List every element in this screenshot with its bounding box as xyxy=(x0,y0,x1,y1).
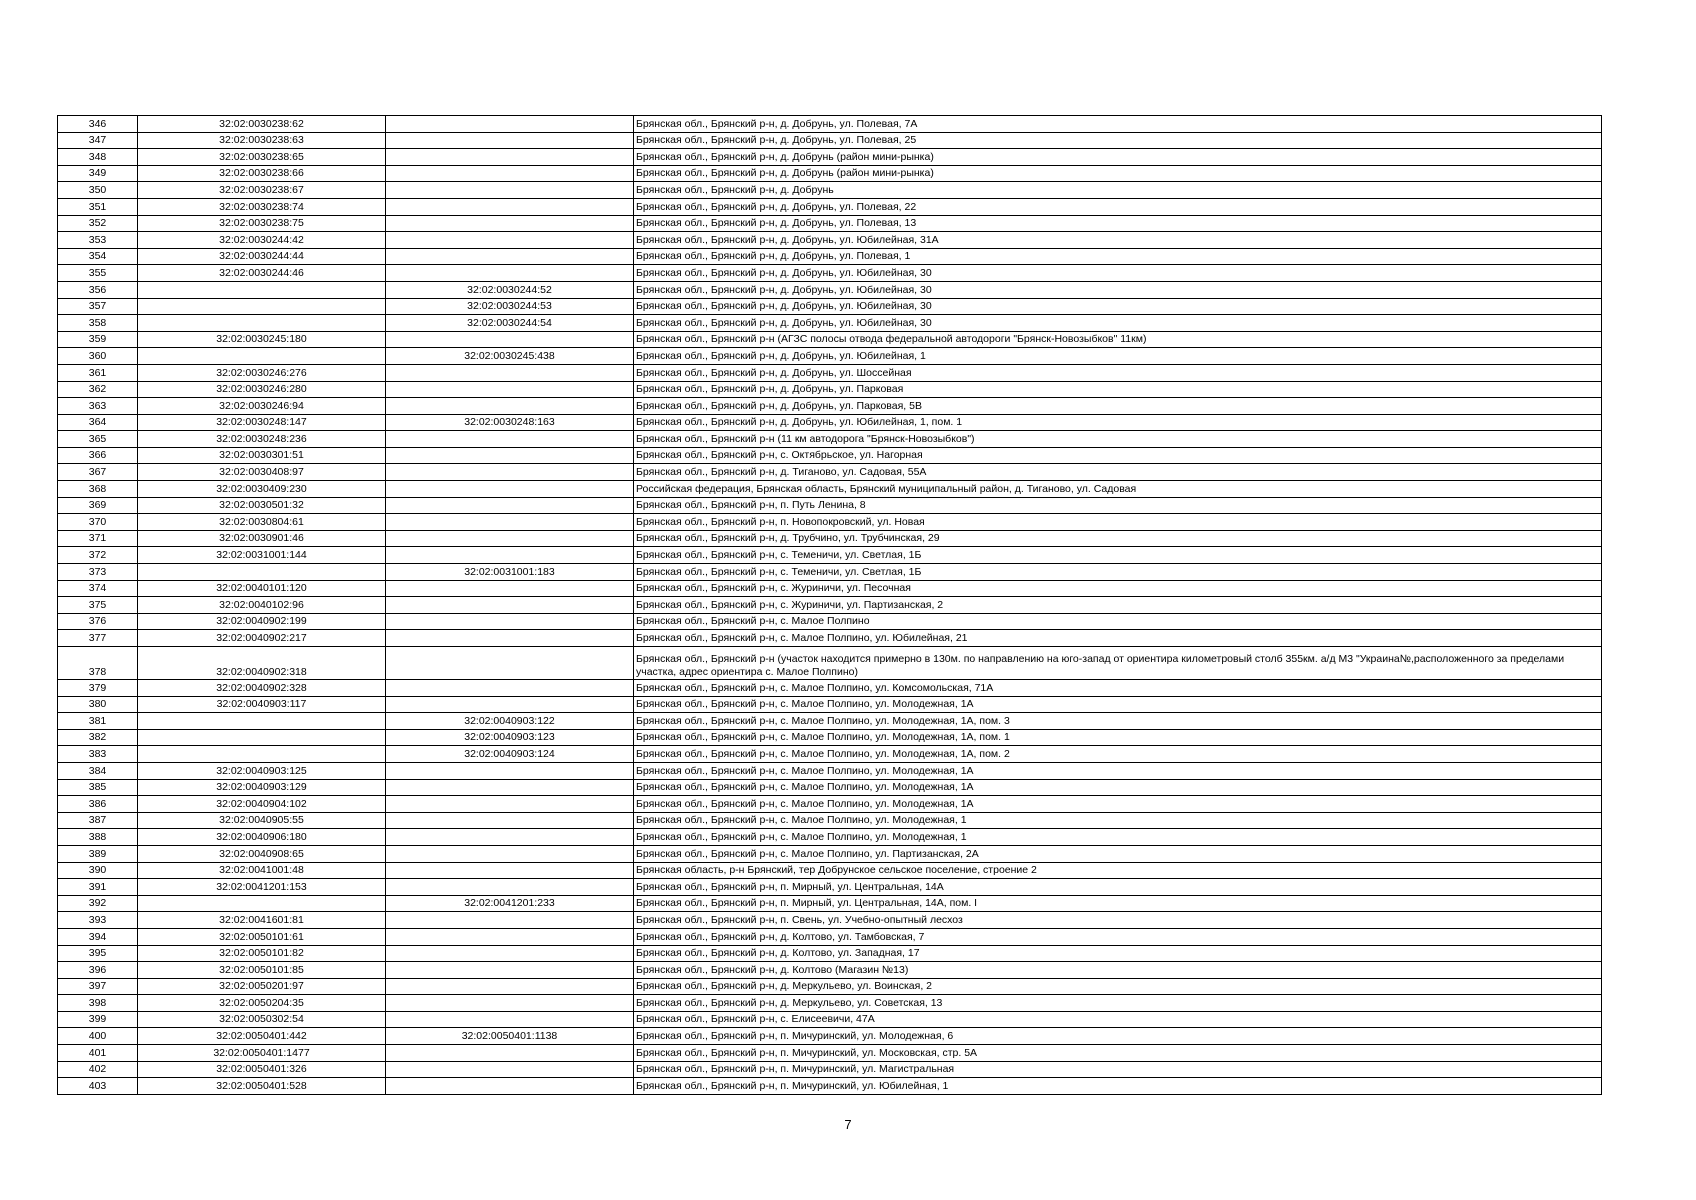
building-cadastral-number-cell xyxy=(386,1011,634,1028)
address-cell: Брянская обл., Брянский р-н, д. Добрунь, ул. Полевая, 25 xyxy=(634,132,1602,149)
building-cadastral-number-cell xyxy=(386,912,634,929)
land-cadastral-number-cell xyxy=(138,298,386,315)
building-cadastral-number-cell xyxy=(386,1045,634,1062)
land-cadastral-number-cell: 32:02:0040101:120 xyxy=(138,580,386,597)
land-cadastral-number-cell: 32:02:0050204:35 xyxy=(138,995,386,1012)
land-cadastral-number-cell: 32:02:0030245:180 xyxy=(138,331,386,348)
row-number-cell: 347 xyxy=(58,132,138,149)
land-cadastral-number-cell: 32:02:0050401:528 xyxy=(138,1078,386,1095)
building-cadastral-number-cell: 32:02:0040903:122 xyxy=(386,713,634,730)
table-row xyxy=(58,398,1602,415)
table-row xyxy=(58,613,1602,630)
land-cadastral-number-cell: 32:02:0050401:442 xyxy=(138,1028,386,1045)
table-row xyxy=(58,713,1602,730)
building-cadastral-number-cell xyxy=(386,530,634,547)
land-cadastral-number-cell: 32:02:0040908:65 xyxy=(138,845,386,862)
table-row xyxy=(58,1028,1602,1045)
row-number-cell: 370 xyxy=(58,514,138,531)
building-cadastral-number-cell xyxy=(386,464,634,481)
building-cadastral-number-cell xyxy=(386,182,634,199)
building-cadastral-number-cell xyxy=(386,680,634,697)
row-number-cell: 385 xyxy=(58,779,138,796)
land-cadastral-number-cell: 32:02:0030238:66 xyxy=(138,165,386,182)
row-number-cell: 395 xyxy=(58,945,138,962)
land-cadastral-number-cell xyxy=(138,281,386,298)
land-cadastral-number-cell: 32:02:0030901:46 xyxy=(138,530,386,547)
row-number-cell: 396 xyxy=(58,962,138,979)
land-cadastral-number-cell: 32:02:0041201:153 xyxy=(138,879,386,896)
table-row xyxy=(58,165,1602,182)
land-cadastral-number-cell: 32:02:0030244:42 xyxy=(138,232,386,249)
land-cadastral-number-cell xyxy=(138,746,386,763)
row-number-cell: 350 xyxy=(58,182,138,199)
land-cadastral-number-cell: 32:02:0050401:1477 xyxy=(138,1045,386,1062)
land-cadastral-number-cell xyxy=(138,713,386,730)
table-row xyxy=(58,746,1602,763)
table-row xyxy=(58,647,1602,680)
building-cadastral-number-cell xyxy=(386,149,634,166)
address-cell: Российская федерация, Брянская область, Брянский муниципальный район, д. Тиганово, ул. Садовая xyxy=(634,481,1602,498)
table-row xyxy=(58,464,1602,481)
building-cadastral-number-cell xyxy=(386,812,634,829)
row-number-cell: 389 xyxy=(58,845,138,862)
row-number-cell: 379 xyxy=(58,680,138,697)
row-number-cell: 381 xyxy=(58,713,138,730)
table-row xyxy=(58,298,1602,315)
land-cadastral-number-cell: 32:02:0030238:62 xyxy=(138,116,386,133)
row-number-cell: 377 xyxy=(58,630,138,647)
building-cadastral-number-cell: 32:02:0040903:123 xyxy=(386,729,634,746)
building-cadastral-number-cell: 32:02:0040903:124 xyxy=(386,746,634,763)
row-number-cell: 363 xyxy=(58,398,138,415)
row-number-cell: 386 xyxy=(58,796,138,813)
table-row xyxy=(58,116,1602,133)
land-cadastral-number-cell: 32:02:0030238:65 xyxy=(138,149,386,166)
address-cell: Брянская обл., Брянский р-н, д. Меркульево, ул. Воинская, 2 xyxy=(634,978,1602,995)
building-cadastral-number-cell xyxy=(386,613,634,630)
row-number-cell: 367 xyxy=(58,464,138,481)
address-cell: Брянская обл., Брянский р-н, с. Малое Полпино, ул. Комсомольская, 71А xyxy=(634,680,1602,697)
table-row xyxy=(58,779,1602,796)
address-cell: Брянская обл., Брянский р-н, д. Добрунь, ул. Юбилейная, 30 xyxy=(634,298,1602,315)
table-row xyxy=(58,696,1602,713)
table-row xyxy=(58,597,1602,614)
land-cadastral-number-cell: 32:02:0050101:85 xyxy=(138,962,386,979)
row-number-cell: 360 xyxy=(58,348,138,365)
table-row xyxy=(58,995,1602,1012)
table-row xyxy=(58,862,1602,879)
table-row xyxy=(58,630,1602,647)
building-cadastral-number-cell xyxy=(386,215,634,232)
table-row xyxy=(58,232,1602,249)
building-cadastral-number-cell xyxy=(386,547,634,564)
address-cell: Брянская обл., Брянский р-н, д. Добрунь, ул. Юбилейная, 30 xyxy=(634,265,1602,282)
address-cell: Брянская обл., Брянский р-н, с. Малое Полпино, ул. Молодежная, 1А xyxy=(634,796,1602,813)
row-number-cell: 376 xyxy=(58,613,138,630)
address-cell: Брянская обл., Брянский р-н, д. Добрунь, ул. Полевая, 7А xyxy=(634,116,1602,133)
land-cadastral-number-cell: 32:02:0040902:318 xyxy=(138,647,386,680)
row-number-cell: 393 xyxy=(58,912,138,929)
address-cell: Брянская обл., Брянский р-н, с. Малое Полпино, ул. Молодежная, 1А, пом. 3 xyxy=(634,713,1602,730)
row-number-cell: 387 xyxy=(58,812,138,829)
address-cell: Брянская обл., Брянский р-н, д. Колтово, ул. Тамбовская, 7 xyxy=(634,928,1602,945)
table-row xyxy=(58,447,1602,464)
address-cell: Брянская обл., Брянский р-н, с. Журиничи, ул. Партизанская, 2 xyxy=(634,597,1602,614)
land-cadastral-number-cell xyxy=(138,564,386,581)
building-cadastral-number-cell xyxy=(386,879,634,896)
building-cadastral-number-cell xyxy=(386,431,634,448)
building-cadastral-number-cell xyxy=(386,398,634,415)
address-cell: Брянская обл., Брянский р-н, д. Тиганово, ул. Садовая, 55А xyxy=(634,464,1602,481)
address-cell: Брянская обл., Брянский р-н (АГЗС полосы отвода федеральной автодороги "Брянск-Новозыбков" 11км) xyxy=(634,331,1602,348)
building-cadastral-number-cell: 32:02:0041201:233 xyxy=(386,895,634,912)
building-cadastral-number-cell xyxy=(386,447,634,464)
building-cadastral-number-cell xyxy=(386,1061,634,1078)
building-cadastral-number-cell xyxy=(386,779,634,796)
row-number-cell: 380 xyxy=(58,696,138,713)
row-number-cell: 399 xyxy=(58,1011,138,1028)
land-cadastral-number-cell: 32:02:0030804:61 xyxy=(138,514,386,531)
page-number: 7 xyxy=(844,1117,852,1132)
land-cadastral-number-cell: 32:02:0030409:230 xyxy=(138,481,386,498)
address-cell: Брянская обл., Брянский р-н, с. Малое Полпино, ул. Молодежная, 1А xyxy=(634,779,1602,796)
table-row xyxy=(58,348,1602,365)
row-number-cell: 361 xyxy=(58,364,138,381)
land-cadastral-number-cell: 32:02:0041001:48 xyxy=(138,862,386,879)
table-row xyxy=(58,729,1602,746)
land-cadastral-number-cell: 32:02:0030501:32 xyxy=(138,497,386,514)
table-row xyxy=(58,331,1602,348)
land-cadastral-number-cell: 32:02:0031001:144 xyxy=(138,547,386,564)
land-cadastral-number-cell: 32:02:0030408:97 xyxy=(138,464,386,481)
land-cadastral-number-cell xyxy=(138,348,386,365)
row-number-cell: 348 xyxy=(58,149,138,166)
table-row xyxy=(58,1045,1602,1062)
building-cadastral-number-cell: 32:02:0030244:52 xyxy=(386,281,634,298)
row-number-cell: 391 xyxy=(58,879,138,896)
building-cadastral-number-cell xyxy=(386,481,634,498)
table-row xyxy=(58,912,1602,929)
building-cadastral-number-cell xyxy=(386,248,634,265)
land-cadastral-number-cell xyxy=(138,729,386,746)
land-cadastral-number-cell: 32:02:0030238:63 xyxy=(138,132,386,149)
address-cell: Брянская обл., Брянский р-н, д. Добрунь (район мини-рынка) xyxy=(634,149,1602,166)
row-number-cell: 352 xyxy=(58,215,138,232)
row-number-cell: 394 xyxy=(58,928,138,945)
table-row xyxy=(58,514,1602,531)
land-cadastral-number-cell: 32:02:0050201:97 xyxy=(138,978,386,995)
land-cadastral-number-cell: 32:02:0040903:129 xyxy=(138,779,386,796)
address-cell: Брянская обл., Брянский р-н, д. Добрунь, ул. Юбилейная, 30 xyxy=(634,281,1602,298)
address-cell: Брянская обл., Брянский р-н, п. Мичуринский, ул. Юбилейная, 1 xyxy=(634,1078,1602,1095)
land-cadastral-number-cell: 32:02:0030246:280 xyxy=(138,381,386,398)
address-cell: Брянская обл., Брянский р-н, с. Октябрьское, ул. Нагорная xyxy=(634,447,1602,464)
row-number-cell: 365 xyxy=(58,431,138,448)
building-cadastral-number-cell xyxy=(386,862,634,879)
row-number-cell: 355 xyxy=(58,265,138,282)
row-number-cell: 364 xyxy=(58,414,138,431)
table-row xyxy=(58,928,1602,945)
address-cell: Брянская обл., Брянский р-н, п. Мирный, ул. Центральная, 14А, пом. I xyxy=(634,895,1602,912)
row-number-cell: 372 xyxy=(58,547,138,564)
row-number-cell: 346 xyxy=(58,116,138,133)
building-cadastral-number-cell: 32:02:0030244:53 xyxy=(386,298,634,315)
table-row xyxy=(58,962,1602,979)
row-number-cell: 369 xyxy=(58,497,138,514)
table-row xyxy=(58,530,1602,547)
table-row xyxy=(58,1061,1602,1078)
building-cadastral-number-cell xyxy=(386,928,634,945)
address-cell: Брянская обл., Брянский р-н, д. Добрунь, ул. Полевая, 22 xyxy=(634,198,1602,215)
table-row xyxy=(58,497,1602,514)
building-cadastral-number-cell xyxy=(386,132,634,149)
building-cadastral-number-cell: 32:02:0050401:1138 xyxy=(386,1028,634,1045)
address-cell: Брянская обл., Брянский р-н, п. Свень, ул. Учебно-опытный лесхоз xyxy=(634,912,1602,929)
row-number-cell: 373 xyxy=(58,564,138,581)
building-cadastral-number-cell xyxy=(386,945,634,962)
address-cell: Брянская обл., Брянский р-н, д. Колтово, ул. Западная, 17 xyxy=(634,945,1602,962)
land-cadastral-number-cell xyxy=(138,895,386,912)
building-cadastral-number-cell xyxy=(386,580,634,597)
building-cadastral-number-cell xyxy=(386,1078,634,1095)
table-row xyxy=(58,281,1602,298)
land-cadastral-number-cell xyxy=(138,315,386,332)
row-number-cell: 375 xyxy=(58,597,138,614)
building-cadastral-number-cell xyxy=(386,845,634,862)
building-cadastral-number-cell xyxy=(386,762,634,779)
building-cadastral-number-cell: 32:02:0030245:438 xyxy=(386,348,634,365)
building-cadastral-number-cell xyxy=(386,165,634,182)
land-cadastral-number-cell: 32:02:0030246:94 xyxy=(138,398,386,415)
row-number-cell: 392 xyxy=(58,895,138,912)
row-number-cell: 358 xyxy=(58,315,138,332)
building-cadastral-number-cell xyxy=(386,265,634,282)
building-cadastral-number-cell xyxy=(386,647,634,680)
land-cadastral-number-cell: 32:02:0050101:61 xyxy=(138,928,386,945)
building-cadastral-number-cell xyxy=(386,116,634,133)
building-cadastral-number-cell xyxy=(386,962,634,979)
table-row xyxy=(58,364,1602,381)
building-cadastral-number-cell: 32:02:0030244:54 xyxy=(386,315,634,332)
address-cell: Брянская обл., Брянский р-н, с. Теменичи, ул. Светлая, 1Б xyxy=(634,564,1602,581)
row-number-cell: 388 xyxy=(58,829,138,846)
row-number-cell: 357 xyxy=(58,298,138,315)
table-row xyxy=(58,481,1602,498)
building-cadastral-number-cell xyxy=(386,597,634,614)
table-row xyxy=(58,564,1602,581)
row-number-cell: 398 xyxy=(58,995,138,1012)
address-cell: Брянская обл., Брянский р-н, д. Добрунь, ул. Юбилейная, 1 xyxy=(634,348,1602,365)
land-cadastral-number-cell: 32:02:0050101:82 xyxy=(138,945,386,962)
row-number-cell: 356 xyxy=(58,281,138,298)
table-row xyxy=(58,945,1602,962)
row-number-cell: 354 xyxy=(58,248,138,265)
table-row xyxy=(58,414,1602,431)
table-row xyxy=(58,879,1602,896)
land-cadastral-number-cell: 32:02:0041601:81 xyxy=(138,912,386,929)
address-cell: Брянская обл., Брянский р-н, с. Малое Полпино, ул. Партизанская, 2А xyxy=(634,845,1602,862)
building-cadastral-number-cell xyxy=(386,232,634,249)
land-cadastral-number-cell: 32:02:0050401:326 xyxy=(138,1061,386,1078)
row-number-cell: 384 xyxy=(58,762,138,779)
address-cell: Брянская обл., Брянский р-н, д. Колтово (Магазин №13) xyxy=(634,962,1602,979)
table-row xyxy=(58,315,1602,332)
row-number-cell: 390 xyxy=(58,862,138,879)
address-cell: Брянская обл., Брянский р-н, с. Малое Полпино, ул. Юбилейная, 21 xyxy=(634,630,1602,647)
table-row xyxy=(58,248,1602,265)
address-cell: Брянская обл., Брянский р-н, д. Добрунь, ул. Парковая xyxy=(634,381,1602,398)
address-cell: Брянская обл., Брянский р-н, д. Трубчино, ул. Трубчинская, 29 xyxy=(634,530,1602,547)
address-cell: Брянская обл., Брянский р-н, д. Добрунь, ул. Парковая, 5В xyxy=(634,398,1602,415)
building-cadastral-number-cell xyxy=(386,381,634,398)
address-cell: Брянская обл., Брянский р-н, с. Малое Полпино, ул. Молодежная, 1А, пом. 2 xyxy=(634,746,1602,763)
address-cell: Брянская обл., Брянский р-н, п. Мичуринский, ул. Магистральная xyxy=(634,1061,1602,1078)
row-number-cell: 371 xyxy=(58,530,138,547)
table-row xyxy=(58,1011,1602,1028)
building-cadastral-number-cell xyxy=(386,331,634,348)
land-cadastral-number-cell: 32:02:0030248:236 xyxy=(138,431,386,448)
land-cadastral-number-cell: 32:02:0030301:51 xyxy=(138,447,386,464)
row-number-cell: 368 xyxy=(58,481,138,498)
row-number-cell: 362 xyxy=(58,381,138,398)
table-row xyxy=(58,978,1602,995)
table-row xyxy=(58,547,1602,564)
row-number-cell: 402 xyxy=(58,1061,138,1078)
table-row xyxy=(58,215,1602,232)
address-cell: Брянская обл., Брянский р-н, п. Мичуринский, ул. Московская, стр. 5А xyxy=(634,1045,1602,1062)
building-cadastral-number-cell xyxy=(386,514,634,531)
land-cadastral-number-cell: 32:02:0040902:328 xyxy=(138,680,386,697)
address-cell: Брянская обл., Брянский р-н, п. Мичуринский, ул. Молодежная, 6 xyxy=(634,1028,1602,1045)
land-cadastral-number-cell: 32:02:0040904:102 xyxy=(138,796,386,813)
land-cadastral-number-cell: 32:02:0050302:54 xyxy=(138,1011,386,1028)
address-cell: Брянская область, р-н Брянский, тер Добрунское сельское поселение, строение 2 xyxy=(634,862,1602,879)
row-number-cell: 351 xyxy=(58,198,138,215)
address-cell: Брянская обл., Брянский р-н, с. Теменичи, ул. Светлая, 1Б xyxy=(634,547,1602,564)
table-row xyxy=(58,580,1602,597)
address-cell: Брянская обл., Брянский р-н, д. Добрунь, ул. Юбилейная, 31А xyxy=(634,232,1602,249)
row-number-cell: 359 xyxy=(58,331,138,348)
row-number-cell: 397 xyxy=(58,978,138,995)
building-cadastral-number-cell xyxy=(386,829,634,846)
land-cadastral-number-cell: 32:02:0030238:75 xyxy=(138,215,386,232)
building-cadastral-number-cell xyxy=(386,995,634,1012)
address-cell: Брянская обл., Брянский р-н, с. Малое Полпино, ул. Молодежная, 1А xyxy=(634,762,1602,779)
building-cadastral-number-cell: 32:02:0031001:183 xyxy=(386,564,634,581)
land-cadastral-number-cell: 32:02:0030238:74 xyxy=(138,198,386,215)
table-row xyxy=(58,381,1602,398)
land-cadastral-number-cell: 32:02:0040903:125 xyxy=(138,762,386,779)
row-number-cell: 349 xyxy=(58,165,138,182)
address-cell: Брянская обл., Брянский р-н, с. Малое Полпино xyxy=(634,613,1602,630)
address-cell: Брянская обл., Брянский р-н, с. Малое Полпино, ул. Молодежная, 1А, пом. 1 xyxy=(634,729,1602,746)
row-number-cell: 401 xyxy=(58,1045,138,1062)
table-row xyxy=(58,812,1602,829)
building-cadastral-number-cell xyxy=(386,497,634,514)
building-cadastral-number-cell xyxy=(386,630,634,647)
address-cell: Брянская обл., Брянский р-н, с. Елисеевичи, 47А xyxy=(634,1011,1602,1028)
address-cell: Брянская обл., Брянский р-н, д. Меркульево, ул. Советская, 13 xyxy=(634,995,1602,1012)
land-cadastral-number-cell: 32:02:0040902:217 xyxy=(138,630,386,647)
land-cadastral-number-cell: 32:02:0030246:276 xyxy=(138,364,386,381)
address-cell: Брянская обл., Брянский р-н (11 км автодорога "Брянск-Новозыбков") xyxy=(634,431,1602,448)
table-row xyxy=(58,132,1602,149)
building-cadastral-number-cell xyxy=(386,696,634,713)
row-number-cell: 366 xyxy=(58,447,138,464)
table-row xyxy=(58,431,1602,448)
address-cell: Брянская обл., Брянский р-н, с. Малое Полпино, ул. Молодежная, 1 xyxy=(634,829,1602,846)
address-cell: Брянская обл., Брянский р-н, д. Добрунь, ул. Юбилейная, 1, пом. 1 xyxy=(634,414,1602,431)
table-row xyxy=(58,796,1602,813)
building-cadastral-number-cell xyxy=(386,796,634,813)
address-cell: Брянская обл., Брянский р-н, д. Добрунь, ул. Юбилейная, 30 xyxy=(634,315,1602,332)
table-row xyxy=(58,265,1602,282)
table-row xyxy=(58,198,1602,215)
land-cadastral-number-cell: 32:02:0030238:67 xyxy=(138,182,386,199)
row-number-cell: 383 xyxy=(58,746,138,763)
land-cadastral-number-cell: 32:02:0030244:44 xyxy=(138,248,386,265)
address-cell: Брянская обл., Брянский р-н, д. Добрунь, ул. Полевая, 13 xyxy=(634,215,1602,232)
land-cadastral-number-cell: 32:02:0030248:147 xyxy=(138,414,386,431)
land-cadastral-number-cell: 32:02:0040906:180 xyxy=(138,829,386,846)
address-cell: Брянская обл., Брянский р-н, д. Добрунь, ул. Шоссейная xyxy=(634,364,1602,381)
address-cell: Брянская обл., Брянский р-н, д. Добрунь, ул. Полевая, 1 xyxy=(634,248,1602,265)
row-number-cell: 374 xyxy=(58,580,138,597)
table-row xyxy=(58,845,1602,862)
address-cell: Брянская обл., Брянский р-н, с. Малое Полпино, ул. Молодежная, 1А xyxy=(634,696,1602,713)
address-cell: Брянская обл., Брянский р-н, с. Малое Полпино, ул. Молодежная, 1 xyxy=(634,812,1602,829)
land-cadastral-number-cell: 32:02:0040902:199 xyxy=(138,613,386,630)
land-cadastral-number-cell: 32:02:0040905:55 xyxy=(138,812,386,829)
land-cadastral-number-cell: 32:02:0030244:46 xyxy=(138,265,386,282)
land-cadastral-number-cell: 32:02:0040102:96 xyxy=(138,597,386,614)
address-cell: Брянская обл., Брянский р-н, п. Мирный, ул. Центральная, 14А xyxy=(634,879,1602,896)
building-cadastral-number-cell xyxy=(386,364,634,381)
table-body xyxy=(58,116,1602,1095)
table-row xyxy=(58,895,1602,912)
address-cell: Брянская обл., Брянский р-н, п. Новопокровский, ул. Новая xyxy=(634,514,1602,531)
address-cell: Брянская обл., Брянский р-н, д. Добрунь xyxy=(634,182,1602,199)
row-number-cell: 400 xyxy=(58,1028,138,1045)
row-number-cell: 403 xyxy=(58,1078,138,1095)
address-cell: Брянская обл., Брянский р-н, п. Путь Ленина, 8 xyxy=(634,497,1602,514)
address-cell: Брянская обл., Брянский р-н, д. Добрунь (район мини-рынка) xyxy=(634,165,1602,182)
land-cadastral-number-cell: 32:02:0040903:117 xyxy=(138,696,386,713)
table-row xyxy=(58,1078,1602,1095)
table-row xyxy=(58,149,1602,166)
table-row xyxy=(58,182,1602,199)
building-cadastral-number-cell xyxy=(386,978,634,995)
row-number-cell: 353 xyxy=(58,232,138,249)
row-number-cell: 382 xyxy=(58,729,138,746)
row-number-cell: 378 xyxy=(58,647,138,680)
building-cadastral-number-cell xyxy=(386,198,634,215)
address-cell: Брянская обл., Брянский р-н (участок находится примерно в 130м. по направлению на юго-запад от ориентира километровый столб 355км. а/д М3 "Украина№,расположенного за пределами участка, адрес ориентира с. Малое Полпино) xyxy=(634,647,1602,680)
table-row xyxy=(58,762,1602,779)
property-register-table xyxy=(57,115,1602,1095)
table-row xyxy=(58,829,1602,846)
building-cadastral-number-cell: 32:02:0030248:163 xyxy=(386,414,634,431)
address-cell: Брянская обл., Брянский р-н, с. Журиничи, ул. Песочная xyxy=(634,580,1602,597)
table-row xyxy=(58,680,1602,697)
